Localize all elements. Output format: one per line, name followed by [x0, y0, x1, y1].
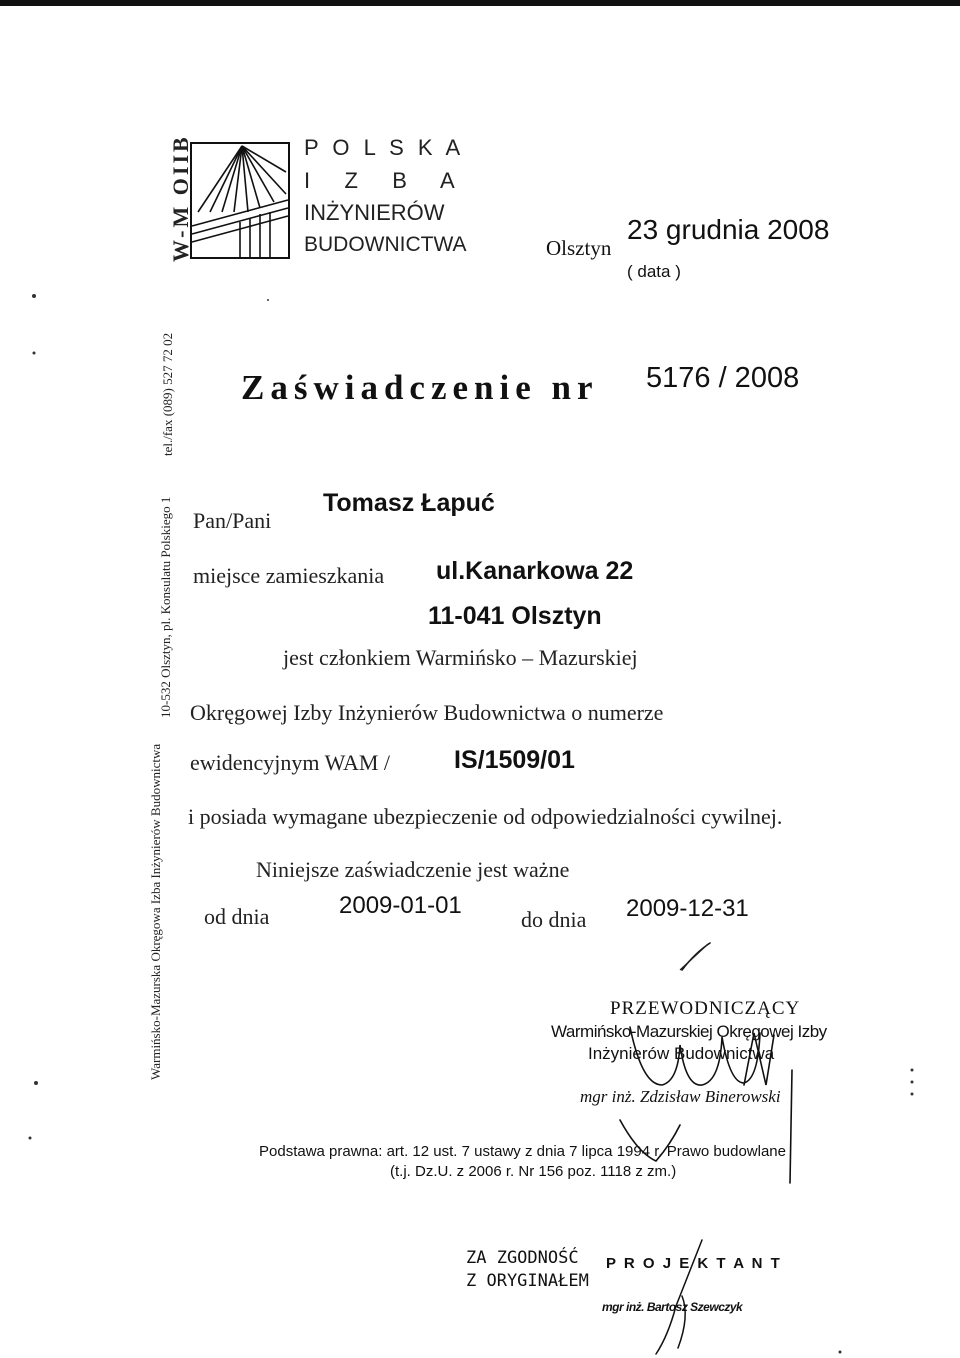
org-name-line-3: INŻYNIERÓW — [304, 200, 445, 225]
stamp-signatory: mgr inż. Zdzisław Binerowski — [580, 1087, 781, 1106]
validity-line: Niniejsze zaświadczenie jest ważne — [256, 857, 570, 882]
legal-basis-line-2: (t.j. Dz.U. z 2006 r. Nr 156 poz. 1118 z zm.) — [390, 1163, 677, 1180]
chamber-line: Okręgowej Izby Inżynierów Budownictwa o numerze — [190, 700, 664, 725]
legal-basis-line-1: Podstawa prawna: art. 12 ust. 7 ustawy z dnia 7 lipca 1994 r. Prawo budowlane — [259, 1143, 786, 1160]
designer-name: mgr inż. Bartosz Szewczyk — [602, 1300, 743, 1314]
registration-label: ewidencyjnym WAM / — [190, 750, 391, 775]
org-name-line-4: BUDOWNICTWA — [304, 233, 467, 256]
sidebar-logo-text: W-M OIIB — [168, 134, 193, 262]
designer-role: P R O J E K T A N T — [606, 1255, 782, 1272]
stamp-line-2: Inżynierów Budownictwa — [588, 1044, 775, 1063]
certificate-title: Zaświadczenie nr — [241, 368, 599, 407]
sidebar-address: 10-532 Olsztyn, pl. Konsulatu Polskiego 1 — [158, 496, 173, 718]
city: Olsztyn — [546, 236, 612, 260]
sidebar-phone: tel./fax (089) 527 72 02 — [160, 332, 175, 456]
address-city: 11-041 Olsztyn — [428, 602, 602, 630]
address-label: miejsce zamieszkania — [193, 563, 385, 588]
certificate-number: 5176 / 2008 — [646, 362, 800, 394]
valid-to-label: do dnia — [521, 907, 587, 932]
address-street: ul.Kanarkowa 22 — [436, 557, 634, 585]
registration-number: IS/1509/01 — [454, 746, 575, 774]
org-name-line-2: I Z B A — [304, 168, 459, 193]
date-caption: ( data ) — [627, 262, 681, 281]
valid-from-label: od dnia — [204, 904, 270, 929]
sidebar-chamber-name: Warmińsko-Mazurska Okręgowa Izba Inżynierów Budownictwa — [148, 743, 163, 1080]
holder-label: Pan/Pani — [193, 508, 272, 533]
stamp-line-1: Warmińsko-Mazurskiej Okręgowej Izby — [551, 1022, 827, 1041]
holder-name: Tomasz Łapuć — [323, 489, 495, 517]
stamp-title: PRZEWODNICZĄCY — [610, 998, 801, 1019]
valid-from-date: 2009-01-01 — [339, 892, 462, 919]
issue-date: 23 grudnia 2008 — [627, 214, 830, 245]
valid-to-date: 2009-12-31 — [626, 895, 749, 922]
membership-line: jest członkiem Warmińsko – Mazurskiej — [283, 645, 638, 670]
insurance-line: i posiada wymagane ubezpieczenie od odpowiedzialności cywilnej. — [188, 804, 783, 829]
conformity-line-2: Z ORYGINAŁEM — [466, 1271, 589, 1291]
org-name-line-1: P O L S K A — [304, 135, 465, 160]
conformity-line-1: ZA ZGODNOŚĆ — [466, 1248, 579, 1268]
